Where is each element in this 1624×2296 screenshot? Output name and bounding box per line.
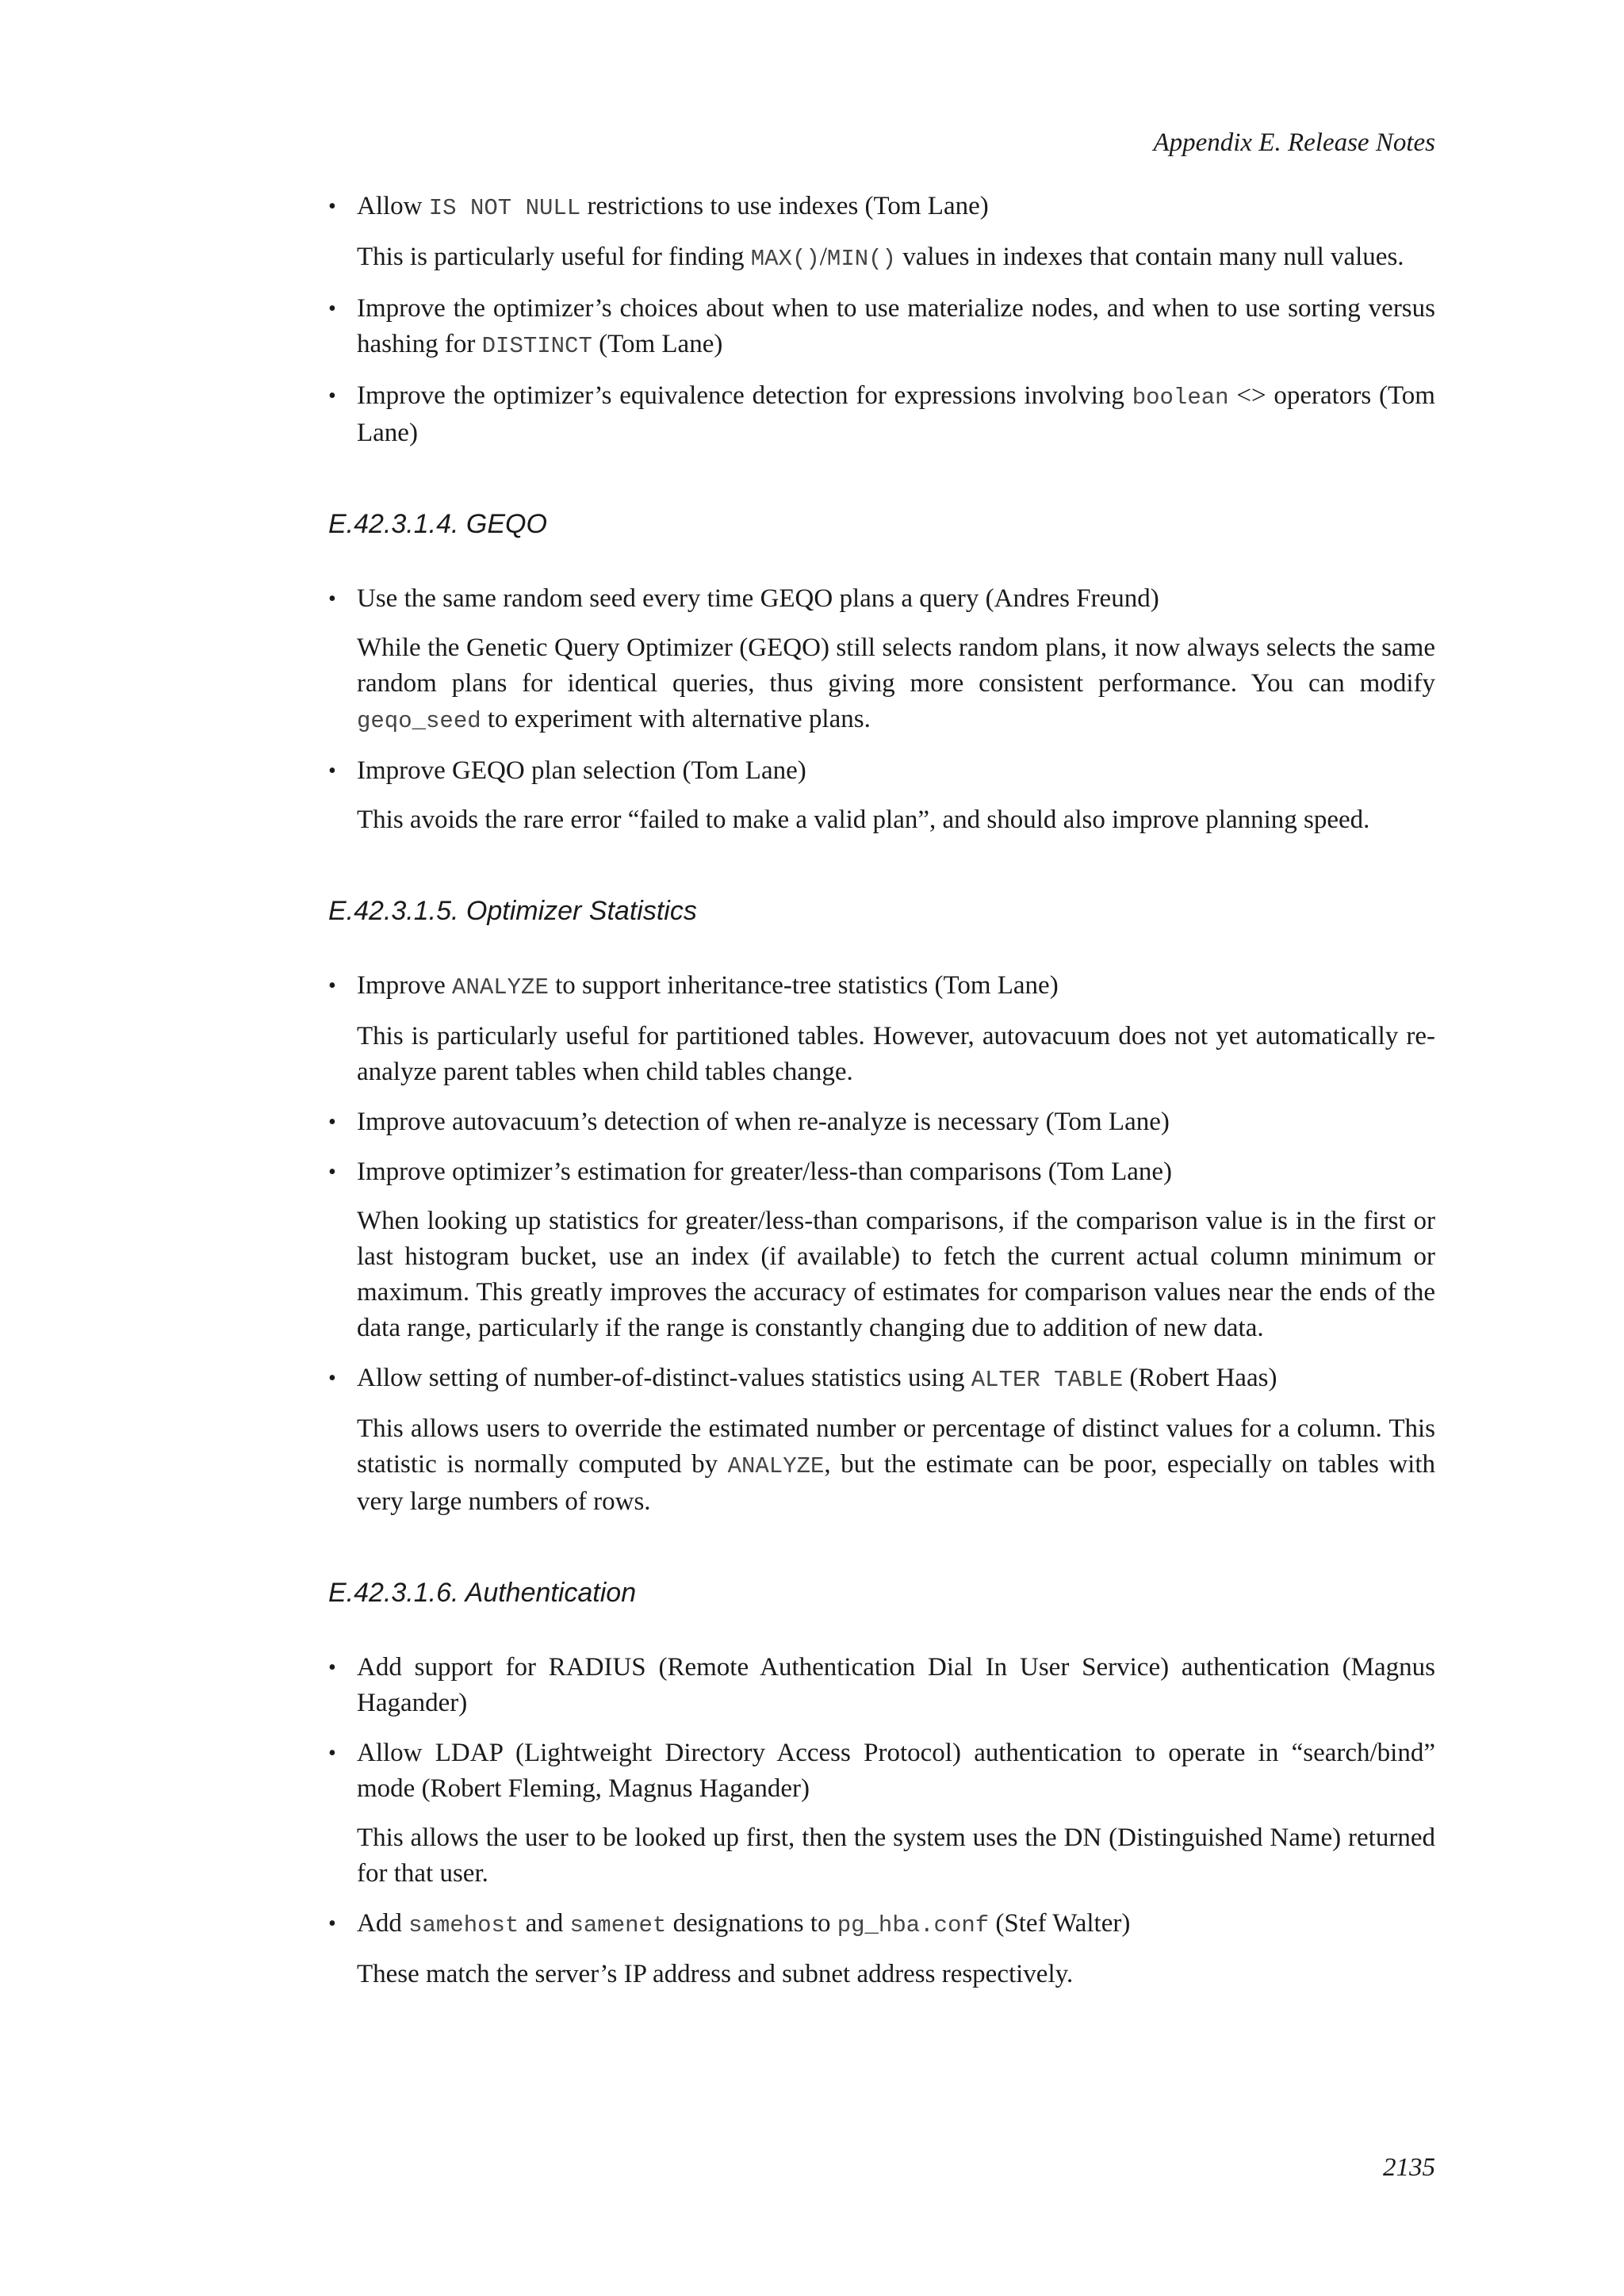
text-run: This avoids the rare error “failed to make a valid plan”, and should also improve planning speed. bbox=[357, 806, 1370, 834]
item-description bbox=[357, 630, 1435, 739]
item-text bbox=[357, 581, 1435, 617]
bullet-icon: • bbox=[328, 384, 336, 408]
list-item bbox=[328, 968, 1435, 1090]
item-text bbox=[357, 1360, 1435, 1398]
inline-code: samehost bbox=[408, 1912, 519, 1938]
inline-code: ALTER TABLE bbox=[971, 1367, 1124, 1393]
inline-code: DISTINCT bbox=[481, 333, 592, 359]
item-description bbox=[357, 239, 1435, 277]
inline-code: samenet bbox=[569, 1912, 667, 1938]
item-text bbox=[357, 1154, 1435, 1190]
list-item bbox=[328, 1360, 1435, 1520]
list-item bbox=[328, 1650, 1435, 1721]
running-header: Appendix E. Release Notes bbox=[1153, 128, 1435, 157]
item-text bbox=[357, 378, 1435, 451]
item-description bbox=[357, 1203, 1435, 1346]
section-item-list bbox=[328, 1650, 1435, 1992]
text-run: , but the estimate can be poor, especially on tables with very large numbers of rows. bbox=[357, 1450, 1435, 1516]
bullet-icon: • bbox=[328, 759, 336, 783]
item-text bbox=[357, 1906, 1435, 1943]
intro-item-list bbox=[328, 189, 1435, 451]
list-item bbox=[328, 291, 1435, 364]
item-text bbox=[357, 1735, 1435, 1807]
list-item bbox=[328, 1104, 1435, 1140]
text-run: Add bbox=[357, 1909, 409, 1938]
text-run: While the Genetic Query Optimizer (GEQO) still selects random plans, it now always selects the same random plans for identical queries, thus giving more consistent performance. You can modify bbox=[357, 633, 1435, 698]
text-run: Improve the optimizer’s choices about when to use materialize nodes, and when to use sorting versus hashing for bbox=[357, 294, 1435, 358]
text-run: (Robert Haas) bbox=[1123, 1364, 1277, 1392]
text-run: Allow bbox=[357, 192, 429, 220]
text-run: Use the same random seed every time GEQO plans a query (Andres Freund) bbox=[357, 584, 1159, 613]
item-text bbox=[357, 291, 1435, 364]
item-text bbox=[357, 968, 1435, 1005]
inline-code: ANALYZE bbox=[727, 1453, 825, 1479]
item-text bbox=[357, 1104, 1435, 1140]
text-run: This is particularly useful for finding bbox=[357, 243, 751, 271]
text-run: When looking up statistics for greater/less-than comparisons, if the comparison value is in the first or last histogram bucket, use an index (if available) to fetch the current actual column minimum or maximum. This greatly improves the accuracy of estimates for comparison values near the ends of the data range, particularly if the range is constantly changing due to addition of new data. bbox=[357, 1207, 1435, 1342]
text-run: designations to bbox=[666, 1909, 837, 1938]
bullet-icon: • bbox=[328, 587, 336, 611]
list-item bbox=[328, 1906, 1435, 1992]
text-run: to support inheritance-tree statistics (Tom Lane) bbox=[548, 971, 1059, 1000]
item-description bbox=[357, 1411, 1435, 1520]
text-run: Add support for RADIUS (Remote Authentication Dial In User Service) authentication (Magnus Hagander) bbox=[357, 1653, 1435, 1717]
bullet-icon: • bbox=[328, 194, 336, 219]
section-heading: E.42.3.1.5. Optimizer Statistics bbox=[328, 896, 697, 926]
inline-code: geqo_seed bbox=[357, 708, 481, 734]
bullet-icon: • bbox=[328, 1366, 336, 1391]
section-heading: E.42.3.1.6. Authentication bbox=[328, 1578, 637, 1608]
bullet-icon: • bbox=[328, 297, 336, 321]
item-description bbox=[357, 802, 1435, 838]
item-description bbox=[357, 1820, 1435, 1892]
text-run: Allow LDAP (Lightweight Directory Access Protocol) authentication to operate in “search/bind” mode (Robert Fleming, Magnus Hagander) bbox=[357, 1739, 1435, 1803]
bullet-icon: • bbox=[328, 1110, 336, 1135]
text-run: This allows the user to be looked up first, then the system uses the DN (Distinguished Name) returned for that user. bbox=[357, 1823, 1435, 1888]
inline-code: pg_hba.conf bbox=[837, 1912, 990, 1938]
list-item bbox=[328, 581, 1435, 739]
inline-code: MAX() bbox=[750, 246, 820, 272]
text-run: / bbox=[819, 243, 827, 271]
section-heading: E.42.3.1.4. GEQO bbox=[328, 509, 547, 539]
bullet-icon: • bbox=[328, 1741, 336, 1766]
section-item-list bbox=[328, 968, 1435, 1520]
list-item bbox=[328, 753, 1435, 838]
inline-code: IS NOT NULL bbox=[428, 195, 581, 221]
text-run: and bbox=[519, 1909, 570, 1938]
item-text bbox=[357, 753, 1435, 789]
text-run: Improve the optimizer’s equivalence detection for expressions involving bbox=[357, 381, 1132, 410]
bullet-icon: • bbox=[328, 1160, 336, 1184]
item-description bbox=[357, 1957, 1435, 1992]
inline-code: ANALYZE bbox=[452, 974, 549, 1001]
page-content bbox=[328, 189, 1435, 2007]
text-run: (Stef Walter) bbox=[989, 1909, 1131, 1938]
list-item bbox=[328, 378, 1435, 451]
text-run: Improve GEQO plan selection (Tom Lane) bbox=[357, 756, 806, 785]
item-text bbox=[357, 1650, 1435, 1721]
section-item-list bbox=[328, 581, 1435, 838]
text-run: These match the server’s IP address and subnet address respectively. bbox=[357, 1960, 1074, 1988]
list-item bbox=[328, 1154, 1435, 1346]
text-run: Improve autovacuum’s detection of when re-analyze is necessary (Tom Lane) bbox=[357, 1108, 1170, 1136]
text-run: values in indexes that contain many null values. bbox=[895, 243, 1404, 271]
bullet-icon: • bbox=[328, 1911, 336, 1936]
text-run: Improve optimizer’s estimation for greater/less-than comparisons (Tom Lane) bbox=[357, 1158, 1173, 1186]
inline-code: boolean bbox=[1132, 385, 1229, 411]
text-run: Improve bbox=[357, 971, 453, 1000]
list-item bbox=[328, 1735, 1435, 1892]
text-run: (Tom Lane) bbox=[592, 330, 723, 358]
item-description bbox=[357, 1019, 1435, 1090]
bullet-icon: • bbox=[328, 1655, 336, 1680]
bullet-icon: • bbox=[328, 974, 336, 998]
text-run: Allow setting of number-of-distinct-values statistics using bbox=[357, 1364, 971, 1392]
text-run: <> operators (Tom Lane) bbox=[357, 381, 1435, 447]
text-run: to experiment with alternative plans. bbox=[481, 705, 871, 733]
text-run: This is particularly useful for partitioned tables. However, autovacuum does not yet automatically re-analyze parent tables when child tables change. bbox=[357, 1022, 1435, 1086]
inline-code: MIN() bbox=[826, 246, 896, 272]
list-item bbox=[328, 189, 1435, 277]
sections-container bbox=[328, 507, 1435, 1992]
text-run: This allows users to override the estimated number or percentage of distinct values for a column. This statistic is normally computed by bbox=[357, 1414, 1435, 1479]
page-number: 2135 bbox=[1383, 2153, 1435, 2182]
text-run: restrictions to use indexes (Tom Lane) bbox=[580, 192, 989, 220]
item-text bbox=[357, 189, 1435, 226]
